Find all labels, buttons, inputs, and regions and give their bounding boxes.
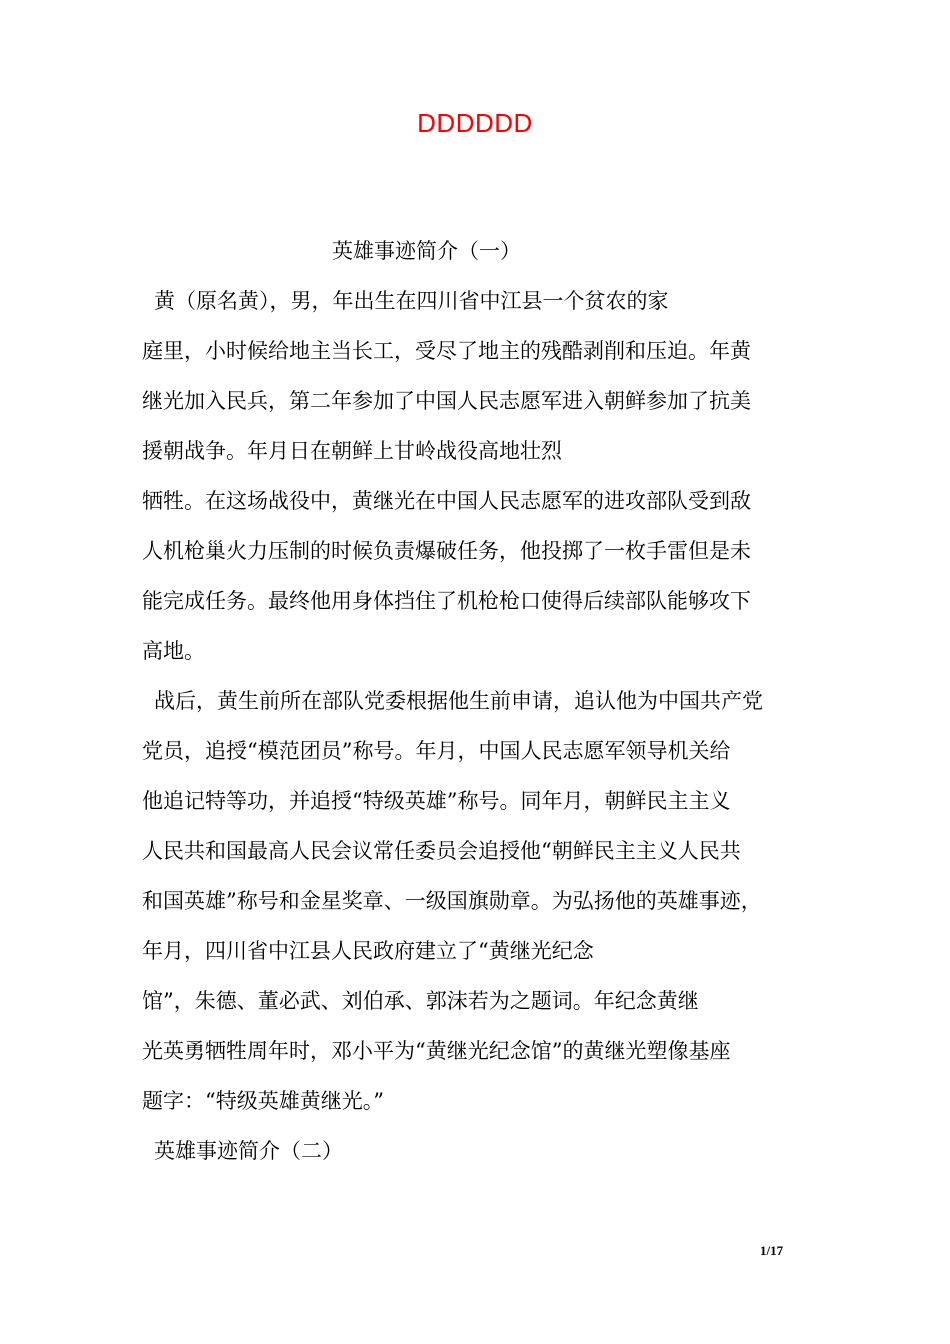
header-mark: DDDDDD [417,108,533,138]
paragraph-line: 牺牲。在这场战役中，黄继光在中国人民志愿军的进攻部队受到敌 [142,489,751,513]
section-title-1: 英雄事迹简介（一） [332,239,521,263]
paragraph-line: 光英勇牺牲周年时，邓小平为“黄继光纪念馆”的黄继光塑像基座 [142,1039,731,1063]
paragraph-line: 党员，追授“模范团员”称号。年月，中国人民志愿军领导机关给 [142,739,731,763]
paragraph-line: 战后，黄生前所在部队党委根据他生前申请，追认他为中国共产党 [154,689,763,713]
paragraph-line: 馆”，朱德、董必武、刘伯承、郭沫若为之题词。年纪念黄继 [142,989,699,1013]
paragraph-line: 援朝战争。年月日在朝鲜上甘岭战役高地壮烈 [142,439,562,463]
paragraph-line: 高地。 [142,639,205,663]
paragraph-line: 题字：“特级英雄黄继光。” [142,1089,384,1113]
paragraph-line: 庭里，小时候给地主当长工，受尽了地主的残酷剥削和压迫。年黄 [142,339,751,363]
paragraph-line: 他追记特等功，并追授“特级英雄”称号。同年月，朝鲜民主主义 [142,789,731,813]
paragraph-line: 黄（原名黄），男，年出生在四川省中江县一个贫农的家 [154,289,669,313]
paragraph-line: 人机枪巢火力压制的时候负责爆破任务，他投掷了一枚手雷但是未 [142,539,751,563]
page-number: 1/17 [760,1243,784,1258]
paragraph-line: 能完成任务。最终他用身体挡住了机枪枪口使得后续部队能够攻下 [142,589,751,613]
paragraph-line: 继光加入民兵，第二年参加了中国人民志愿军进入朝鲜参加了抗美 [142,389,751,413]
section-title-2: 英雄事迹简介（二） [154,1139,343,1163]
paragraph-line: 人民共和国最高人民会议常任委员会追授他“朝鲜民主主义人民共 [142,839,741,863]
paragraph-line: 年月，四川省中江县人民政府建立了“黄继光纪念 [142,939,594,963]
paragraph-line: 和国英雄”称号和金星奖章、一级国旗勋章。为弘扬他的英雄事迹， [142,889,762,913]
